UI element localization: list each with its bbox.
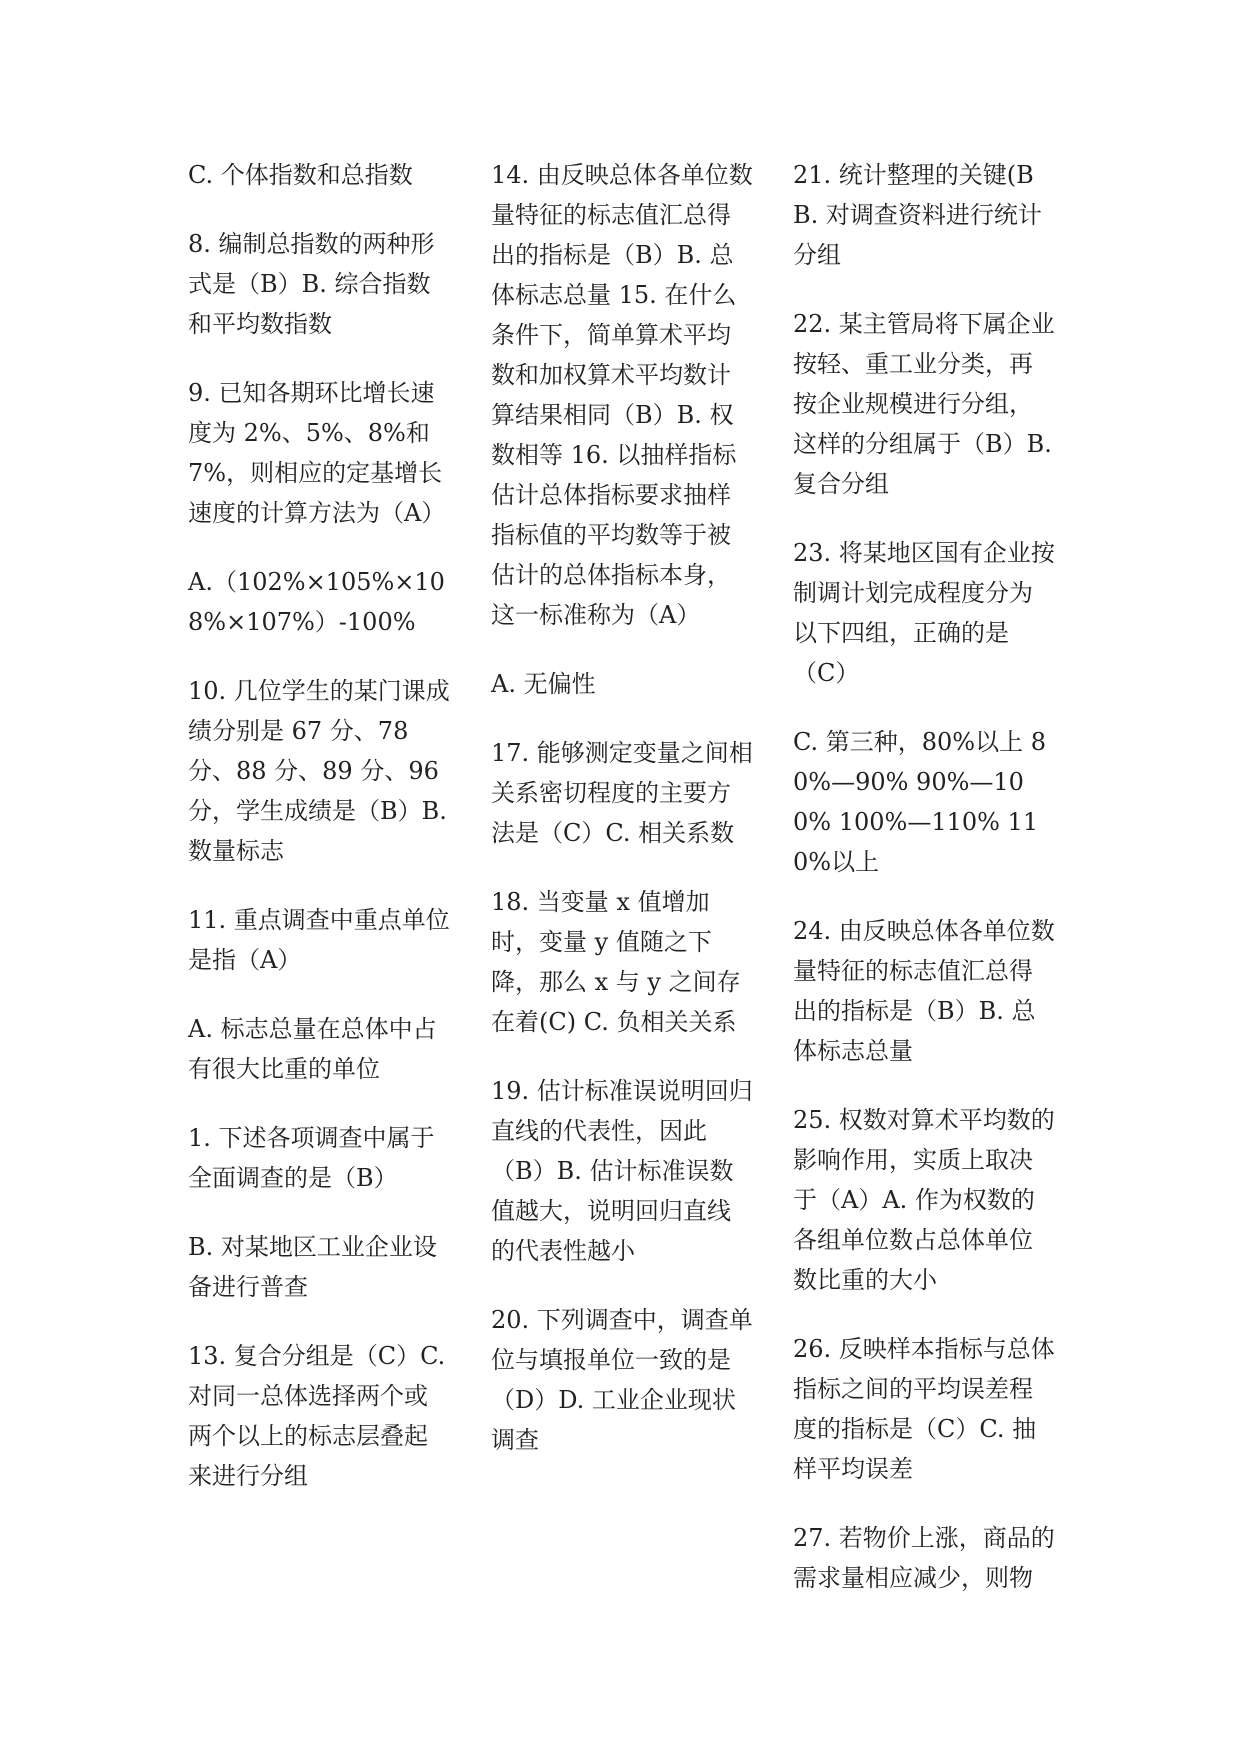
paragraph: 9. 已知各期环比增长速度为 2%、5%、8%和 7%，则相应的定基增长速度的计算方法为（A） [188, 379, 446, 527]
paragraph: 19. 估计标准误说明回归直线的代表性，因此（B）B. 估计标准误数值越大，说明回归直线的代表性越小 [491, 1077, 753, 1265]
paragraph: 22. 某主管局将下属企业按轻、重工业分类，再按企业规模进行分组，这样的分组属于（B）B. 复合分组 [793, 310, 1055, 498]
paragraph: 25. 权数对算术平均数的影响作用，实质上取决于（A）A. 作为权数的各组单位数占总体单位数比重的大小 [793, 1106, 1055, 1294]
paragraph: 21. 统计整理的关键(B B. 对调查资料进行统计分组 [793, 161, 1042, 269]
paragraph: 24. 由反映总体各单位数量特征的标志值汇总得出的指标是（B）B. 总体标志总量 [793, 917, 1055, 1065]
paragraph: B. 对某地区工业企业设备进行普查 [188, 1233, 437, 1301]
paragraph: A. 无偏性 [491, 670, 596, 698]
paragraph: C. 个体指数和总指数 [188, 161, 413, 189]
paragraph: 18. 当变量 x 值增加时，变量 y 值随之下降，那么 x 与 y 之间存在着(C) C. 负相关关系 [491, 888, 741, 1036]
paragraph: 23. 将某地区国有企业按制调计划完成程度分为以下四组，正确的是（C） [793, 539, 1055, 687]
paragraph: 26. 反映样本指标与总体指标之间的平均误差程度的指标是（C）C. 抽样平均误差 [793, 1335, 1055, 1483]
paragraph: 10. 几位学生的某门课成绩分别是 67 分、78 分、88 分、89 分、96 分，学生成绩是（B）B. 数量标志 [188, 677, 450, 865]
paragraph: A. 标志总量在总体中占有很大比重的单位 [188, 1015, 437, 1083]
text-column-3 [793, 155, 1055, 1627]
paragraph: 1. 下述各项调查中属于全面调查的是（B） [188, 1124, 435, 1192]
paragraph: C. 第三种，80%以上 80%—90% 90%—100% 100%—110% 110%以上 [793, 728, 1047, 876]
paragraph: A.（102%×105%×108%×107%）-100% [188, 568, 445, 636]
paragraph: 17. 能够测定变量之间相关系密切程度的主要方法是（C）C. 相关系数 [491, 739, 753, 847]
paragraph: 8. 编制总指数的两种形式是（B）B. 综合指数和平均数指数 [188, 230, 435, 338]
paragraph: 20. 下列调查中，调查单位与填报单位一致的是（D）D. 工业企业现状调查 [491, 1306, 753, 1454]
paragraph: 27. 若物价上涨，商品的需求量相应减少，则物 [793, 1524, 1055, 1592]
text-column-2 [491, 155, 753, 1489]
paragraph: 13. 复合分组是（C）C. 对同一总体选择两个或两个以上的标志层叠起来进行分组 [188, 1342, 446, 1490]
text-column-1 [188, 155, 450, 1525]
paragraph: 11. 重点调查中重点单位是指（A） [188, 906, 450, 974]
paragraph: 14. 由反映总体各单位数量特征的标志值汇总得出的指标是（B）B. 总体标志总量 15. 在什么条件下，简单算术平均数和加权算术平均数计算结果相同（B）B. 权数相等 16. 以抽样指标估计总体指标要求抽样指标值的平均数等于被估计的总体指标本身，这一标准称为（A） [491, 161, 753, 629]
